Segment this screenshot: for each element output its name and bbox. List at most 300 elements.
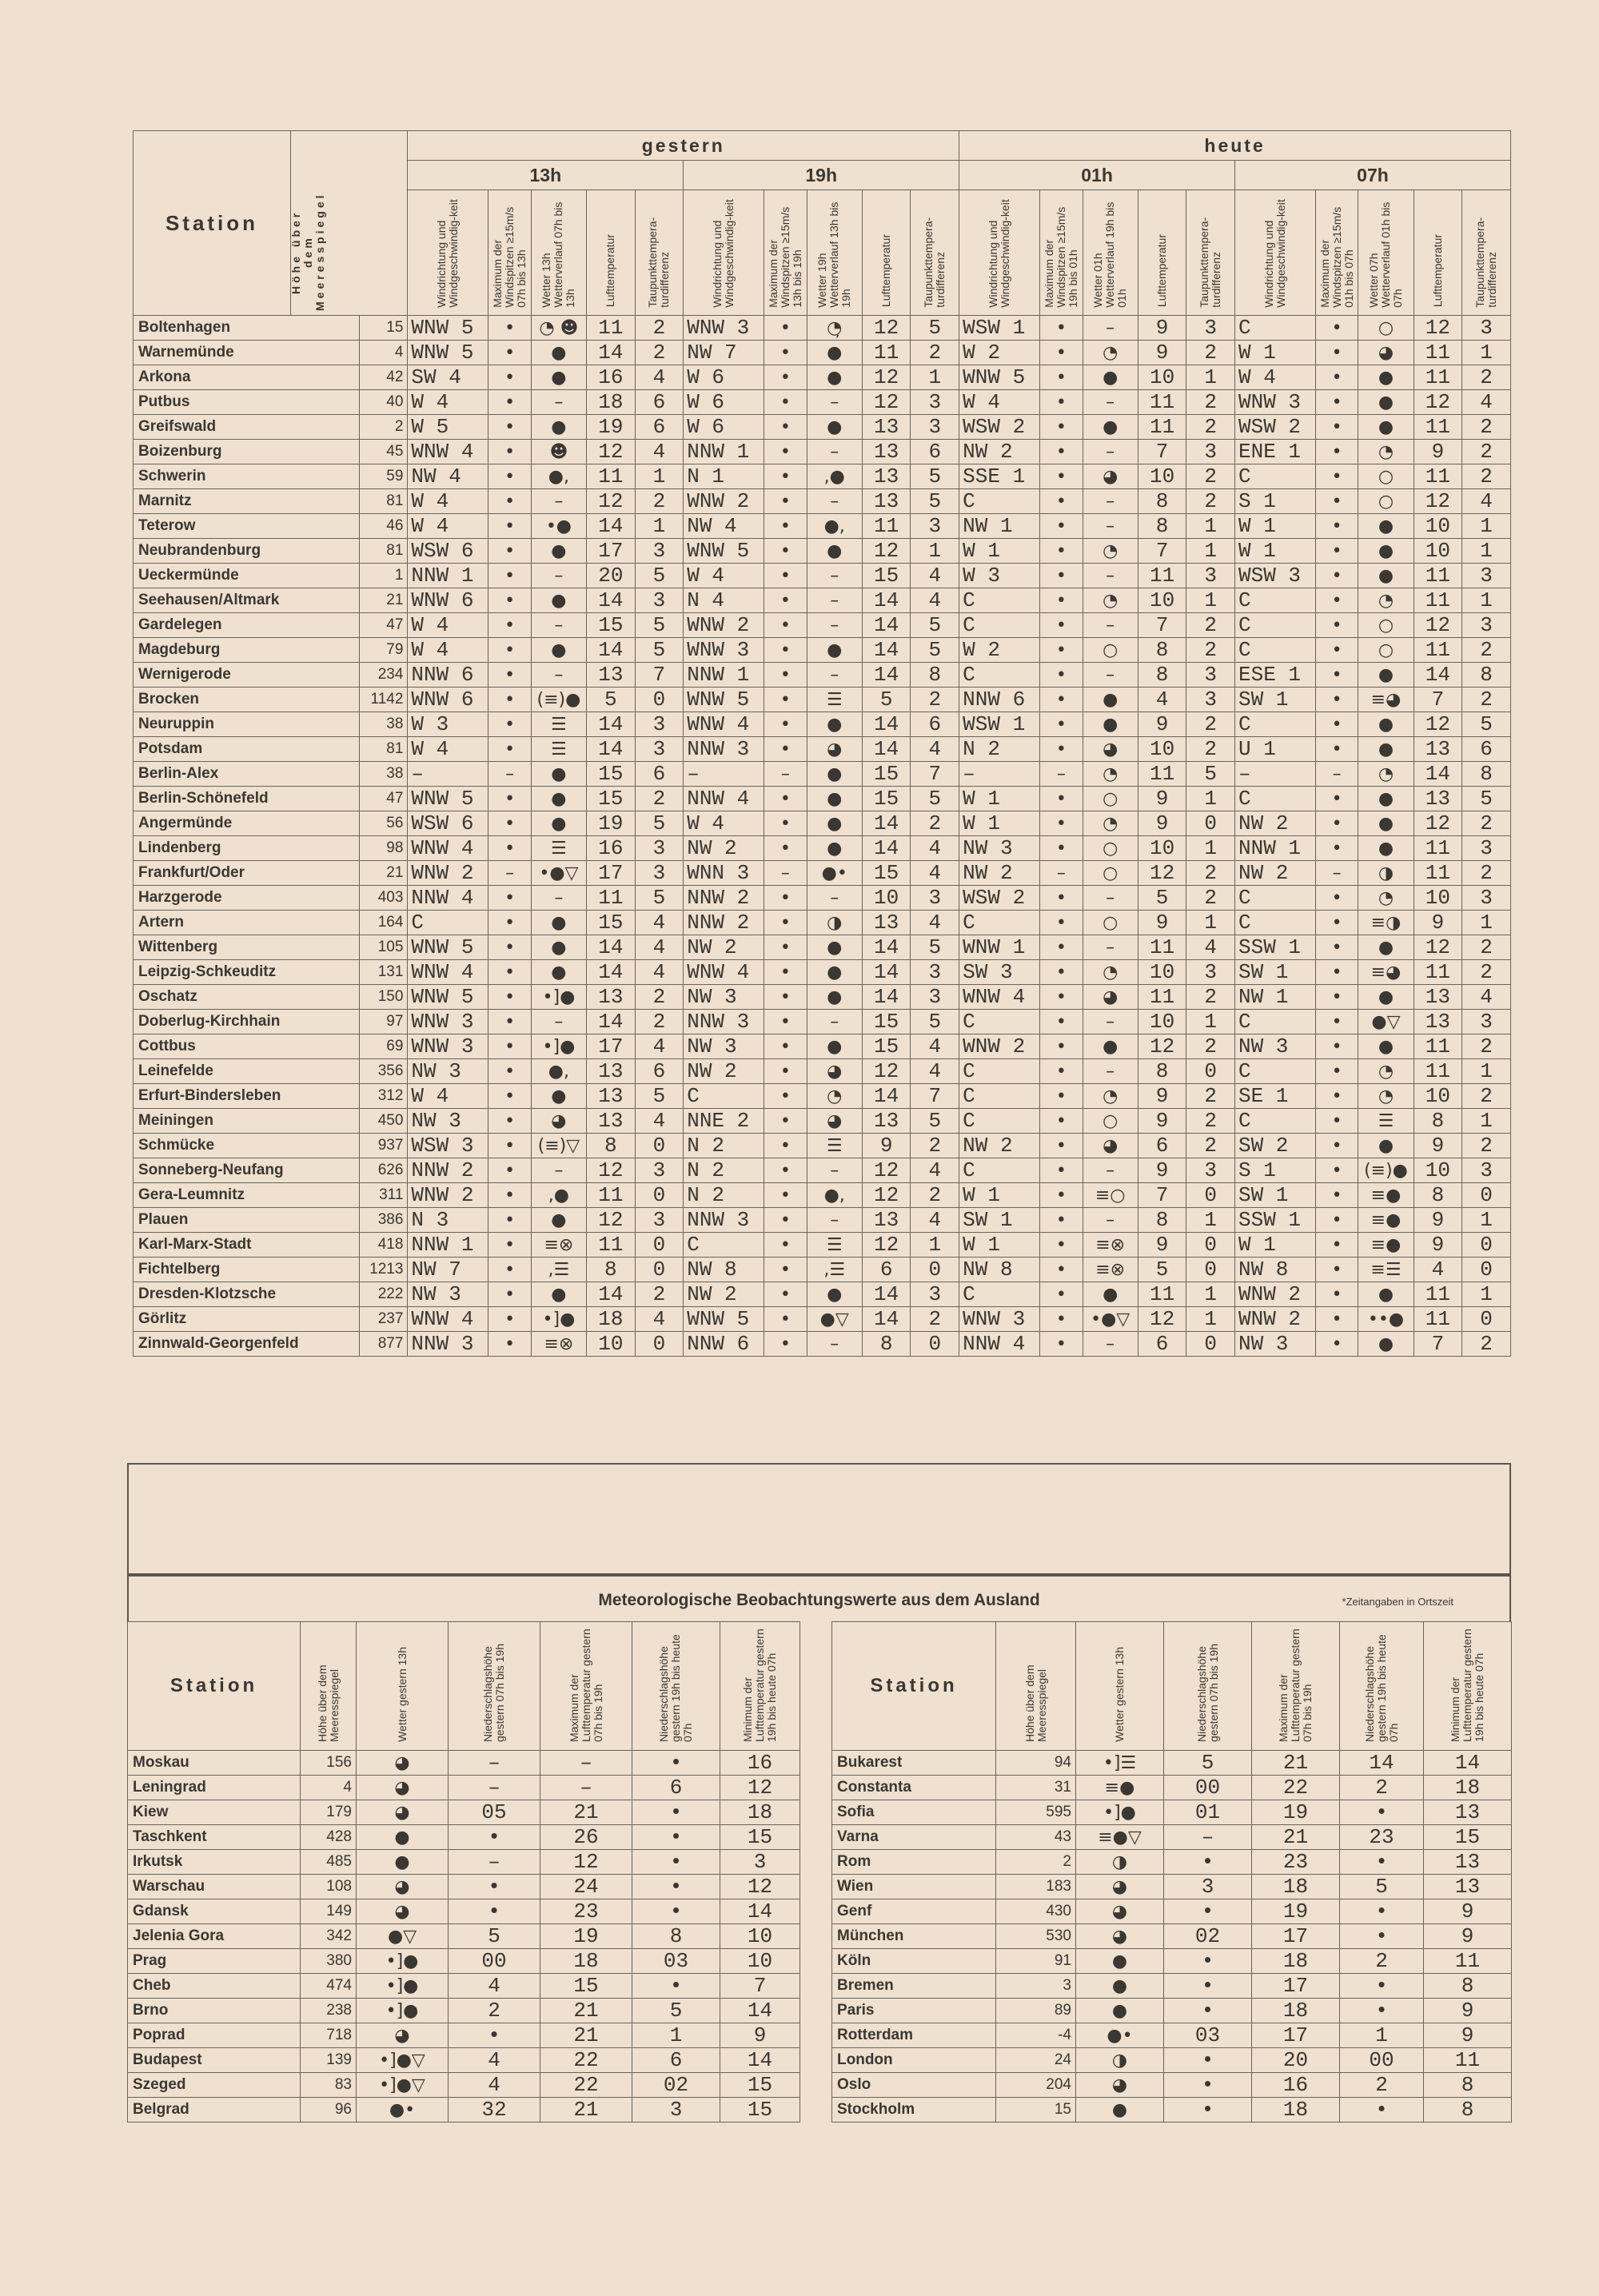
temperature: 9	[1138, 712, 1186, 737]
station-height: 81	[359, 489, 408, 514]
col-label-text: Maximum der Lufttemperatur gestern 07h bis 19h	[1277, 1628, 1314, 1742]
precip-night: 6	[632, 2048, 720, 2073]
col-label	[357, 1622, 449, 1751]
dewpoint-diff: 1	[635, 514, 684, 539]
weather: ◕	[1083, 737, 1138, 762]
wind: NNW 1	[408, 1233, 488, 1258]
wind: C	[684, 1233, 764, 1258]
station-height: 450	[359, 1109, 408, 1134]
table-row	[134, 1282, 1511, 1307]
dewpoint-diff: 5	[911, 1109, 959, 1134]
temp-max: –	[540, 1776, 632, 1800]
dewpoint-diff: 8	[1462, 762, 1511, 787]
col-label-text: Taupunkttempera-turdifferenz	[922, 217, 947, 308]
dewpoint-diff: 1	[1186, 911, 1235, 935]
wind-max: •	[1315, 811, 1358, 836]
wind-max: •	[1040, 415, 1083, 440]
precip-night: 00	[1340, 2048, 1424, 2073]
wind: NW 1	[1234, 985, 1315, 1010]
weather: ○	[1083, 1109, 1138, 1134]
temperature: 11	[1414, 1059, 1462, 1084]
weather: ●	[1076, 1999, 1164, 2023]
dewpoint-diff: 5	[635, 1084, 684, 1109]
col-label-text: Lufttemperatur	[879, 233, 893, 307]
temperature: 16	[587, 836, 636, 861]
wind: W 1	[959, 1183, 1040, 1208]
station-height: 91	[996, 1949, 1076, 1974]
dewpoint-diff: 5	[635, 613, 684, 638]
weather: –	[807, 1158, 862, 1183]
station-height: 474	[301, 1974, 357, 1999]
col-label	[1164, 1622, 1252, 1751]
temperature: 14	[587, 960, 636, 985]
wind-max: •	[1040, 613, 1083, 638]
wind: NW 7	[408, 1258, 488, 1282]
dewpoint-diff: 0	[1462, 1233, 1511, 1258]
col-label	[531, 190, 586, 316]
wind: W 4	[408, 1084, 488, 1109]
station-height: 530	[996, 1924, 1076, 1949]
wind: W 5	[408, 415, 488, 440]
dewpoint-diff: 1	[1462, 1282, 1511, 1307]
dewpoint-diff: 0	[911, 1258, 959, 1282]
wind-max: •	[488, 613, 531, 638]
weather: –	[1083, 663, 1138, 688]
wind: WNW 4	[408, 836, 488, 861]
weather: –	[807, 489, 862, 514]
wind: W 3	[959, 564, 1040, 588]
temperature: 9	[1138, 911, 1186, 935]
station-height: 79	[359, 638, 408, 663]
dewpoint-diff: 2	[1186, 415, 1235, 440]
wind-max: –	[1040, 861, 1083, 886]
weather: ●	[1358, 787, 1414, 811]
wind-max: •	[1315, 911, 1358, 935]
weather: ☻	[531, 440, 586, 464]
weather: ●	[531, 762, 586, 787]
temperature: 8	[1414, 1183, 1462, 1208]
dewpoint-diff: 6	[635, 1059, 684, 1084]
table-row	[832, 1800, 1512, 1825]
temperature: 10	[1138, 365, 1186, 390]
station-name: Boizenburg	[134, 440, 360, 464]
precip-night: 1	[632, 2023, 720, 2048]
wind: WSW 1	[959, 316, 1040, 341]
temperature: 12	[862, 1183, 911, 1208]
wind: W 4	[408, 514, 488, 539]
station-name: Oslo	[832, 2073, 996, 2098]
temperature: 14	[862, 836, 911, 861]
col-label	[1414, 190, 1462, 316]
wind: WNW 4	[408, 440, 488, 464]
wind-max: •	[488, 935, 531, 960]
wind-max: •	[1040, 1258, 1083, 1282]
station-name: Neubrandenburg	[134, 539, 360, 564]
wind-max: •	[1315, 440, 1358, 464]
weather: ●	[807, 1034, 862, 1059]
col-label	[1340, 1622, 1424, 1751]
col-label-text: Maximum der Lufttemperatur gestern 07h bis 19h	[567, 1628, 604, 1742]
dewpoint-diff: 3	[1186, 960, 1235, 985]
precip-night: 8	[632, 1924, 720, 1949]
temperature: 11	[587, 464, 636, 489]
station-height: 15	[359, 316, 408, 341]
station-height: 38	[359, 762, 408, 787]
station-name: Rom	[832, 1850, 996, 1875]
dewpoint-diff: 0	[635, 1258, 684, 1282]
station-name: Karl-Marx-Stadt	[134, 1233, 360, 1258]
wind-max: •	[764, 316, 807, 341]
weather: •]●	[531, 1307, 586, 1332]
table-row	[134, 365, 1511, 390]
precip-night: •	[1340, 1850, 1424, 1875]
temp-min: 14	[720, 1999, 800, 2023]
precip-day: •	[1164, 2048, 1252, 2073]
dewpoint-diff: 5	[635, 886, 684, 911]
col-label	[1040, 190, 1083, 316]
wind-max: •	[488, 415, 531, 440]
col-label-text: Wetter 07h Wetterverlauf 01h bis 07h	[1366, 201, 1404, 308]
col-label	[632, 1622, 720, 1751]
dewpoint-diff: 2	[1462, 688, 1511, 712]
station-height: 47	[359, 613, 408, 638]
station-name: Neuruppin	[134, 712, 360, 737]
wind: NW 2	[684, 1059, 764, 1084]
dewpoint-diff: 6	[911, 440, 959, 464]
weather: ●	[1358, 1332, 1414, 1357]
temperature: 17	[587, 861, 636, 886]
precip-day: 00	[449, 1949, 540, 1974]
weather: ●	[531, 539, 586, 564]
weather: –	[807, 588, 862, 613]
wind-max: •	[1315, 836, 1358, 861]
station-name: Sonneberg-Neufang	[134, 1158, 360, 1183]
wind: NNW 6	[959, 688, 1040, 712]
station-height: 877	[359, 1332, 408, 1357]
col-label-text: Maximum der Windspitzen ≥15m/s 13h bis 19h	[766, 207, 803, 308]
wind-max: •	[488, 985, 531, 1010]
precip-night: •	[1340, 1899, 1424, 1924]
wind: WSW 6	[408, 811, 488, 836]
col-label	[1315, 190, 1358, 316]
wind-max: •	[764, 935, 807, 960]
temperature: 6	[862, 1258, 911, 1282]
wind-max: •	[488, 588, 531, 613]
wind-max: •	[764, 787, 807, 811]
dewpoint-diff: 5	[1186, 762, 1235, 787]
wind: SW 1	[1234, 688, 1315, 712]
wind: WNW 5	[684, 539, 764, 564]
weather: ●	[1358, 415, 1414, 440]
temp-max: 21	[1252, 1751, 1340, 1776]
weather: ●	[531, 787, 586, 811]
weather: ◔	[1083, 1084, 1138, 1109]
table-row	[128, 1949, 800, 1974]
col-label	[959, 190, 1040, 316]
wind-max: •	[1315, 1332, 1358, 1357]
station-name: Görlitz	[134, 1307, 360, 1332]
station-height: 430	[996, 1899, 1076, 1924]
weather: ●	[1358, 564, 1414, 588]
station-height: 24	[996, 2048, 1076, 2073]
dewpoint-diff: 0	[1462, 1183, 1511, 1208]
weather: ●•	[807, 861, 862, 886]
weather: ●	[807, 539, 862, 564]
table-row	[134, 1084, 1511, 1109]
table-row	[128, 1850, 800, 1875]
dewpoint-diff: 4	[1462, 390, 1511, 415]
weather: –	[1083, 1158, 1138, 1183]
dewpoint-diff: 2	[1186, 390, 1235, 415]
wind: WNW 6	[408, 688, 488, 712]
dewpoint-diff: 3	[1186, 564, 1235, 588]
wind: W 1	[959, 811, 1040, 836]
col-label	[862, 190, 911, 316]
wind: WNW 2	[408, 861, 488, 886]
wind-max: •	[764, 1059, 807, 1084]
wind-max: •	[1040, 316, 1083, 341]
wind: WNW 2	[1234, 1307, 1315, 1332]
temperature: 11	[1138, 415, 1186, 440]
precip-night: •	[632, 1751, 720, 1776]
table-row	[134, 1208, 1511, 1233]
temp-min: 14	[720, 1899, 800, 1924]
weather: ◕	[357, 1751, 449, 1776]
station-name: Berlin-Schönefeld	[134, 787, 360, 811]
precip-night: •	[1340, 1924, 1424, 1949]
dewpoint-diff: 1	[635, 464, 684, 489]
temp-max: 19	[540, 1924, 632, 1949]
wind-max: •	[1315, 1307, 1358, 1332]
temperature: 14	[587, 638, 636, 663]
station-name: Harzgerode	[134, 886, 360, 911]
dewpoint-diff: 0	[1462, 1258, 1511, 1282]
weather: ≡◕	[1358, 688, 1414, 712]
wind-max: •	[1040, 464, 1083, 489]
wind: SSW 1	[1234, 1208, 1315, 1233]
wind-max: •	[764, 514, 807, 539]
wind: C	[1234, 712, 1315, 737]
wind-max: •	[1040, 688, 1083, 712]
dewpoint-diff: 6	[635, 762, 684, 787]
station-header	[134, 131, 408, 316]
dewpoint-diff: 5	[911, 316, 959, 341]
wind: C	[408, 911, 488, 935]
weather: ◔	[1358, 1084, 1414, 1109]
weather: ●	[1358, 514, 1414, 539]
precip-night: 03	[632, 1949, 720, 1974]
station-name: Greifswald	[134, 415, 360, 440]
temperature: 20	[587, 564, 636, 588]
wind-max: –	[488, 762, 531, 787]
wind: WNW 4	[959, 985, 1040, 1010]
table-row	[128, 1999, 800, 2023]
ausland-table-left	[127, 1621, 800, 2123]
dewpoint-diff: 5	[1462, 712, 1511, 737]
wind-max: •	[488, 1332, 531, 1357]
dewpoint-diff: 3	[635, 712, 684, 737]
dewpoint-diff: 0	[635, 688, 684, 712]
temperature: 14	[1414, 762, 1462, 787]
station-name: Kiew	[128, 1800, 301, 1825]
wind: WNN 3	[684, 861, 764, 886]
precip-day: •	[1164, 2098, 1252, 2123]
wind: WNW 1	[959, 935, 1040, 960]
precip-night: 3	[632, 2098, 720, 2123]
wind-max: •	[488, 712, 531, 737]
wind-max: •	[1315, 1158, 1358, 1183]
wind: N 4	[684, 588, 764, 613]
weather: ●	[531, 588, 586, 613]
temp-min: 13	[1424, 1875, 1512, 1899]
wind: NW 3	[959, 836, 1040, 861]
col-label	[807, 190, 862, 316]
temp-min: 12	[720, 1875, 800, 1899]
weather: ●	[1358, 935, 1414, 960]
weather: ◔	[807, 1084, 862, 1109]
wind: W 4	[1234, 365, 1315, 390]
table-row	[134, 1258, 1511, 1282]
precip-night: 2	[1340, 2073, 1424, 2098]
dewpoint-diff: 2	[1186, 886, 1235, 911]
dewpoint-diff: 0	[1462, 1307, 1511, 1332]
station-height: 47	[359, 787, 408, 811]
wind-max: •	[1315, 737, 1358, 762]
station-name: Leipzig-Schkeuditz	[134, 960, 360, 985]
table-row	[134, 1158, 1511, 1183]
station-height: 428	[301, 1825, 357, 1850]
temperature: 14	[862, 811, 911, 836]
dewpoint-diff: 4	[635, 1109, 684, 1134]
temperature: 13	[587, 1109, 636, 1134]
temperature: 12	[862, 1233, 911, 1258]
wind: W 4	[408, 737, 488, 762]
precip-night: •	[1340, 2098, 1424, 2123]
weather: ●	[1358, 985, 1414, 1010]
dewpoint-diff: 2	[911, 1134, 959, 1158]
dewpoint-diff: 2	[1462, 464, 1511, 489]
dewpoint-diff: 0	[635, 1233, 684, 1258]
wind-max: •	[764, 415, 807, 440]
precip-night: 6	[632, 1776, 720, 1800]
wind-max: •	[1040, 663, 1083, 688]
temperature: 11	[1414, 1307, 1462, 1332]
wind-max: •	[764, 1233, 807, 1258]
wind-max: •	[488, 365, 531, 390]
weather: ●	[531, 935, 586, 960]
temperature: 8	[1138, 489, 1186, 514]
dewpoint-diff: 1	[1186, 514, 1235, 539]
wind-max: •	[1315, 316, 1358, 341]
table-row	[832, 1949, 1512, 1974]
wind: WNW 5	[408, 935, 488, 960]
dewpoint-diff: 2	[1186, 613, 1235, 638]
dewpoint-diff: 4	[635, 960, 684, 985]
weather: –	[531, 1010, 586, 1034]
station-height: 2	[359, 415, 408, 440]
wind-max: •	[488, 836, 531, 861]
temp-min: 13	[1424, 1850, 1512, 1875]
weather: –	[531, 1158, 586, 1183]
weather: ◕	[531, 1109, 586, 1134]
dewpoint-diff: 2	[1186, 341, 1235, 365]
wind-max: •	[1040, 440, 1083, 464]
wind-max: •	[1040, 365, 1083, 390]
station-name: Prag	[128, 1949, 301, 1974]
weather: –	[1083, 390, 1138, 415]
table-row	[134, 1332, 1511, 1357]
station-height: 238	[301, 1999, 357, 2023]
table-row	[832, 1899, 1512, 1924]
table-row	[134, 960, 1511, 985]
weather: ●,	[531, 464, 586, 489]
temp-max: 21	[1252, 1825, 1340, 1850]
dewpoint-diff: 3	[635, 737, 684, 762]
wind-max: •	[1040, 1282, 1083, 1307]
weather: –	[1083, 886, 1138, 911]
dewpoint-diff: 7	[911, 762, 959, 787]
dewpoint-diff: 8	[1462, 663, 1511, 688]
weather: ☰	[807, 1233, 862, 1258]
temp-max: 18	[1252, 1875, 1340, 1899]
temperature: 12	[862, 316, 911, 341]
precip-night: •	[632, 1974, 720, 1999]
wind: NW 7	[684, 341, 764, 365]
dewpoint-diff: 2	[635, 1010, 684, 1034]
temperature: 10	[1138, 836, 1186, 861]
station-height: 4	[301, 1776, 357, 1800]
weather: •]●	[531, 1034, 586, 1059]
weather: ●	[1358, 737, 1414, 762]
station-height: 81	[359, 539, 408, 564]
dewpoint-diff: 6	[911, 712, 959, 737]
temp-min: 16	[720, 1751, 800, 1776]
dewpoint-diff: 2	[1186, 1034, 1235, 1059]
station-height: 311	[359, 1183, 408, 1208]
precip-day: 4	[449, 1974, 540, 1999]
temperature: 14	[862, 638, 911, 663]
weather: ●	[807, 836, 862, 861]
temperature: 14	[587, 1010, 636, 1034]
weather: ◕	[1076, 1899, 1164, 1924]
temperature: 5	[862, 688, 911, 712]
wind-max: •	[1040, 1307, 1083, 1332]
dewpoint-diff: 5	[635, 564, 684, 588]
wind-max: •	[764, 712, 807, 737]
weather: ≡●▽	[1076, 1825, 1164, 1850]
station-height: 56	[359, 811, 408, 836]
station-name: Constanta	[832, 1776, 996, 1800]
table-row	[134, 911, 1511, 935]
table-row	[134, 1134, 1511, 1158]
col-label	[408, 190, 488, 316]
wind: WNW 5	[408, 985, 488, 1010]
temperature: 9	[1414, 911, 1462, 935]
temperature: 11	[1138, 985, 1186, 1010]
weather: ●,	[807, 514, 862, 539]
wind-max: •	[764, 836, 807, 861]
weather: •●▽	[531, 861, 586, 886]
temperature: 11	[1414, 1034, 1462, 1059]
wind-max: •	[764, 564, 807, 588]
table-row	[134, 638, 1511, 663]
temperature: 14	[862, 712, 911, 737]
dewpoint-diff: 3	[635, 588, 684, 613]
weather: –	[531, 564, 586, 588]
dewpoint-diff: 2	[1186, 1134, 1235, 1158]
table-row	[134, 1059, 1511, 1084]
temperature: 11	[1138, 762, 1186, 787]
